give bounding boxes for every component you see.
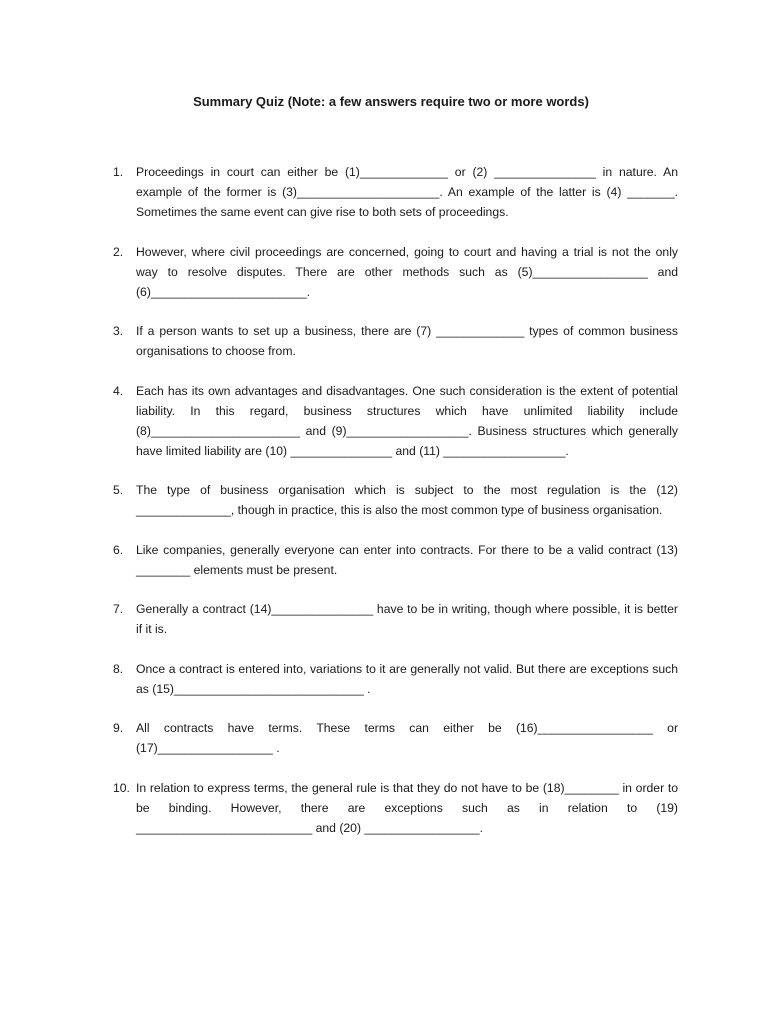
- question-text: Like companies, generally everyone can enter into contracts. For there to be a valid contract (13) ________ elements must be present.: [136, 542, 678, 577]
- question-text: Proceedings in court can either be (1)_____________ or (2) _______________ in nature. An example of the former is (3)_____________________. An example of the latter is (4) _______. Sometimes the same event can give rise to both sets of proceedings.: [136, 165, 678, 219]
- question-number: 3.: [113, 324, 124, 338]
- question-text: All contracts have terms. These terms can either be (16)_________________ or (17)_________________ .: [136, 721, 678, 755]
- question-item: [104, 480, 678, 520]
- question-list: [104, 162, 678, 838]
- question-item: [104, 321, 678, 361]
- question-item: [104, 718, 678, 758]
- question-number: 4.: [113, 383, 124, 398]
- question-number: 7.: [113, 602, 124, 616]
- question-text: However, where civil proceedings are concerned, going to court and having a trial is not the only way to resolve disputes. There are other methods such as (5)_________________ and (6)_______________________.: [136, 244, 678, 299]
- question-item: [104, 381, 678, 461]
- question-number: 8.: [113, 661, 124, 676]
- question-number: 6.: [113, 542, 124, 557]
- question-number: 5.: [113, 483, 124, 497]
- question-number: 1.: [113, 165, 124, 179]
- question-text: Each has its own advantages and disadvantages. One such consideration is the extent of potential liability. In this regard, business structures which have unlimited liability include (8)______________________ and (9)__________________. Business structures which generally have limited liability are (10) _______________ and (11) __________________.: [136, 383, 678, 458]
- question-text: In relation to express terms, the general rule is that they do not have to be (18)________ in order to be binding. However, there are exceptions such as in relation to (19) __________________________ and (20) _________________.: [136, 780, 678, 835]
- question-text: Generally a contract (14)_______________ have to be in writing, though where possible, it is better if it is.: [136, 602, 678, 636]
- question-text: If a person wants to set up a business, there are (7) _____________ types of common business organisations to choose from.: [136, 324, 678, 358]
- question-number: 10.: [113, 780, 130, 795]
- question-item: [104, 162, 678, 222]
- page-title: Summary Quiz (Note: a few answers require two or more words): [193, 94, 589, 109]
- question-item: [104, 599, 678, 639]
- question-item: [104, 659, 678, 699]
- question-number: 9.: [113, 721, 124, 735]
- question-text: Once a contract is entered into, variations to it are generally not valid. But there are exceptions such as (15)____________________________ .: [136, 661, 678, 696]
- question-number: 2.: [113, 244, 124, 259]
- question-item: [104, 242, 678, 302]
- question-text: The type of business organisation which is subject to the most regulation is the (12) ______________, though in practice, this is also the most common type of business organisation.: [136, 483, 678, 517]
- question-item: [104, 778, 678, 838]
- question-item: [104, 540, 678, 580]
